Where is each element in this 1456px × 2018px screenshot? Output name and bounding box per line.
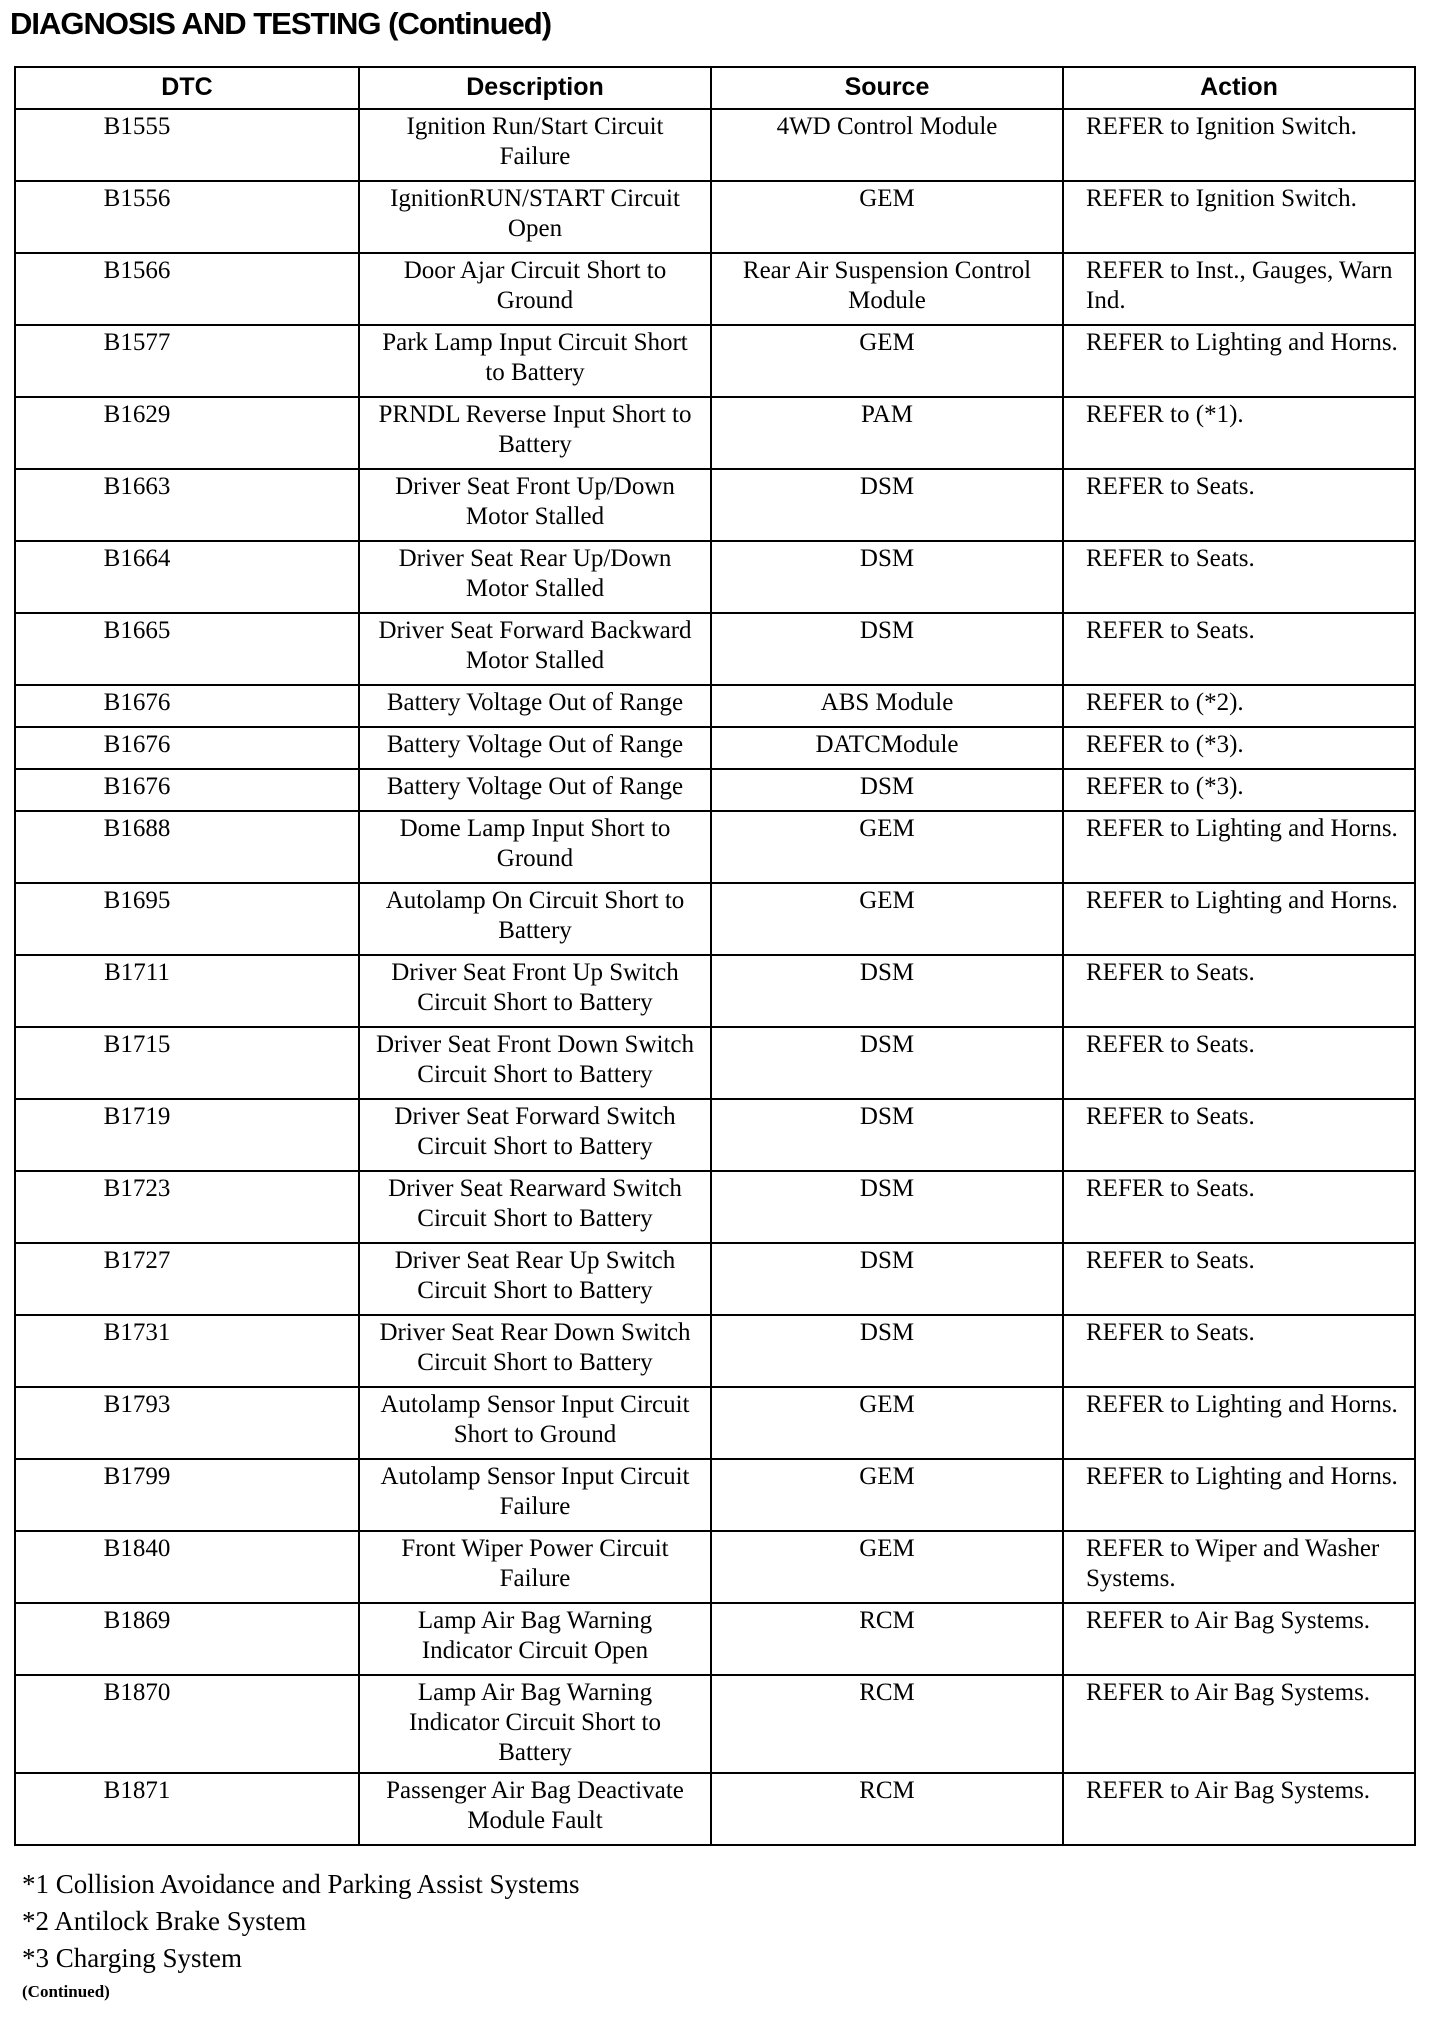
dtc-cell: B1676 xyxy=(15,769,359,811)
source-cell: 4WD Control Module xyxy=(711,109,1063,181)
source-cell: GEM xyxy=(711,181,1063,253)
description-cell: Door Ajar Circuit Short to Ground xyxy=(359,253,711,325)
source-cell: DSM xyxy=(711,1171,1063,1243)
dtc-cell: B1870 xyxy=(15,1675,359,1773)
table-row xyxy=(15,469,1415,541)
dtc-cell: B1871 xyxy=(15,1773,359,1845)
action-cell: REFER to Inst., Gauges, Warn Ind. xyxy=(1063,253,1415,325)
description-cell: PRNDL Reverse Input Short to Battery xyxy=(359,397,711,469)
column-header-source: Source xyxy=(711,67,1063,109)
description-cell: Ignition Run/Start Circuit Failure xyxy=(359,109,711,181)
source-cell: DSM xyxy=(711,613,1063,685)
dtc-cell: B1555 xyxy=(15,109,359,181)
table-row xyxy=(15,541,1415,613)
continued-label: (Continued) xyxy=(22,1982,110,2001)
table-row xyxy=(15,685,1415,727)
description-cell: Battery Voltage Out of Range xyxy=(359,685,711,727)
description-cell: Autolamp Sensor Input Circuit Short to Ground xyxy=(359,1387,711,1459)
description-cell: Battery Voltage Out of Range xyxy=(359,727,711,769)
description-cell: Driver Seat Front Up Switch Circuit Short to Battery xyxy=(359,955,711,1027)
source-cell: GEM xyxy=(711,883,1063,955)
table-row xyxy=(15,1773,1415,1845)
dtc-cell: B1664 xyxy=(15,541,359,613)
footnote-1: *1 Collision Avoidance and Parking Assist Systems xyxy=(22,1869,580,1899)
action-cell: REFER to (*3). xyxy=(1063,727,1415,769)
description-cell: Autolamp Sensor Input Circuit Failure xyxy=(359,1459,711,1531)
action-cell: REFER to Seats. xyxy=(1063,613,1415,685)
dtc-cell: B1715 xyxy=(15,1027,359,1099)
source-cell: RCM xyxy=(711,1603,1063,1675)
description-cell: Autolamp On Circuit Short to Battery xyxy=(359,883,711,955)
dtc-cell: B1556 xyxy=(15,181,359,253)
column-header-action: Action xyxy=(1063,67,1415,109)
dtc-cell: B1676 xyxy=(15,685,359,727)
description-cell: Battery Voltage Out of Range xyxy=(359,769,711,811)
table-row xyxy=(15,811,1415,883)
table-row xyxy=(15,727,1415,769)
dtc-cell: B1727 xyxy=(15,1243,359,1315)
table-row xyxy=(15,883,1415,955)
action-cell: REFER to (*2). xyxy=(1063,685,1415,727)
table-row xyxy=(15,1675,1415,1773)
table-row xyxy=(15,1387,1415,1459)
table-row xyxy=(15,181,1415,253)
dtc-cell: B1793 xyxy=(15,1387,359,1459)
description-cell: Driver Seat Rear Up/Down Motor Stalled xyxy=(359,541,711,613)
action-cell: REFER to Ignition Switch. xyxy=(1063,181,1415,253)
dtc-cell: B1719 xyxy=(15,1099,359,1171)
source-cell: GEM xyxy=(711,1387,1063,1459)
dtc-cell: B1799 xyxy=(15,1459,359,1531)
dtc-cell: B1566 xyxy=(15,253,359,325)
column-header-dtc: DTC xyxy=(15,67,359,109)
description-cell: IgnitionRUN/START Circuit Open xyxy=(359,181,711,253)
table-body xyxy=(15,109,1415,1845)
dtc-cell: B1840 xyxy=(15,1531,359,1603)
source-cell: DSM xyxy=(711,1099,1063,1171)
source-cell: RCM xyxy=(711,1773,1063,1845)
description-cell: Driver Seat Rear Up Switch Circuit Short to Battery xyxy=(359,1243,711,1315)
description-cell: Passenger Air Bag Deactivate Module Fault xyxy=(359,1773,711,1845)
action-cell: REFER to Lighting and Horns. xyxy=(1063,811,1415,883)
description-cell: Driver Seat Front Up/Down Motor Stalled xyxy=(359,469,711,541)
source-cell: GEM xyxy=(711,811,1063,883)
dtc-cell: B1629 xyxy=(15,397,359,469)
source-cell: DSM xyxy=(711,1315,1063,1387)
table-row xyxy=(15,955,1415,1027)
description-cell: Driver Seat Forward Switch Circuit Short to Battery xyxy=(359,1099,711,1171)
action-cell: REFER to Wiper and Washer Systems. xyxy=(1063,1531,1415,1603)
table-row xyxy=(15,1531,1415,1603)
source-cell: ABS Module xyxy=(711,685,1063,727)
footnote-3: *3 Charging System xyxy=(22,1943,243,1973)
source-cell: GEM xyxy=(711,1459,1063,1531)
source-cell: Rear Air Suspension Control Module xyxy=(711,253,1063,325)
source-cell: DATCModule xyxy=(711,727,1063,769)
action-cell: REFER to Air Bag Systems. xyxy=(1063,1675,1415,1773)
table-row xyxy=(15,397,1415,469)
table-row xyxy=(15,1315,1415,1387)
action-cell: REFER to Air Bag Systems. xyxy=(1063,1773,1415,1845)
source-cell: DSM xyxy=(711,1027,1063,1099)
dtc-table xyxy=(14,66,1416,1846)
action-cell: REFER to Seats. xyxy=(1063,1315,1415,1387)
action-cell: REFER to Ignition Switch. xyxy=(1063,109,1415,181)
dtc-cell: B1695 xyxy=(15,883,359,955)
description-cell: Dome Lamp Input Short to Ground xyxy=(359,811,711,883)
page-title: DIAGNOSIS AND TESTING (Continued) xyxy=(10,6,552,41)
table-row xyxy=(15,253,1415,325)
table-row xyxy=(15,1459,1415,1531)
table-row xyxy=(15,1603,1415,1675)
description-cell: Lamp Air Bag Warning Indicator Circuit Short to Battery xyxy=(359,1675,711,1773)
action-cell: REFER to Lighting and Horns. xyxy=(1063,1459,1415,1531)
table-row xyxy=(15,1243,1415,1315)
dtc-cell: B1663 xyxy=(15,469,359,541)
column-header-description: Description xyxy=(359,67,711,109)
dtc-cell: B1711 xyxy=(15,955,359,1027)
source-cell: PAM xyxy=(711,397,1063,469)
action-cell: REFER to (*3). xyxy=(1063,769,1415,811)
footnote-2: *2 Antilock Brake System xyxy=(22,1906,307,1936)
action-cell: REFER to Air Bag Systems. xyxy=(1063,1603,1415,1675)
action-cell: REFER to Seats. xyxy=(1063,1243,1415,1315)
table-row xyxy=(15,1171,1415,1243)
table-row xyxy=(15,1027,1415,1099)
source-cell: DSM xyxy=(711,955,1063,1027)
dtc-cell: B1688 xyxy=(15,811,359,883)
source-cell: DSM xyxy=(711,469,1063,541)
dtc-cell: B1869 xyxy=(15,1603,359,1675)
source-cell: RCM xyxy=(711,1675,1063,1773)
dtc-cell: B1731 xyxy=(15,1315,359,1387)
table-row xyxy=(15,109,1415,181)
table-row xyxy=(15,1099,1415,1171)
action-cell: REFER to Lighting and Horns. xyxy=(1063,325,1415,397)
source-cell: DSM xyxy=(711,1243,1063,1315)
source-cell: DSM xyxy=(711,769,1063,811)
description-cell: Park Lamp Input Circuit Short to Battery xyxy=(359,325,711,397)
action-cell: REFER to (*1). xyxy=(1063,397,1415,469)
dtc-cell: B1577 xyxy=(15,325,359,397)
table-header-row xyxy=(15,67,1415,109)
description-cell: Lamp Air Bag Warning Indicator Circuit Open xyxy=(359,1603,711,1675)
action-cell: REFER to Lighting and Horns. xyxy=(1063,1387,1415,1459)
source-cell: GEM xyxy=(711,325,1063,397)
action-cell: REFER to Seats. xyxy=(1063,541,1415,613)
description-cell: Driver Seat Forward Backward Motor Stalled xyxy=(359,613,711,685)
action-cell: REFER to Seats. xyxy=(1063,469,1415,541)
table-row xyxy=(15,325,1415,397)
source-cell: GEM xyxy=(711,1531,1063,1603)
action-cell: REFER to Seats. xyxy=(1063,1099,1415,1171)
footnotes xyxy=(22,1866,580,1977)
dtc-cell: B1676 xyxy=(15,727,359,769)
action-cell: REFER to Seats. xyxy=(1063,1171,1415,1243)
dtc-cell: B1665 xyxy=(15,613,359,685)
description-cell: Front Wiper Power Circuit Failure xyxy=(359,1531,711,1603)
source-cell: DSM xyxy=(711,541,1063,613)
table-row xyxy=(15,613,1415,685)
action-cell: REFER to Seats. xyxy=(1063,955,1415,1027)
description-cell: Driver Seat Rear Down Switch Circuit Short to Battery xyxy=(359,1315,711,1387)
table-row xyxy=(15,769,1415,811)
description-cell: Driver Seat Front Down Switch Circuit Short to Battery xyxy=(359,1027,711,1099)
action-cell: REFER to Seats. xyxy=(1063,1027,1415,1099)
action-cell: REFER to Lighting and Horns. xyxy=(1063,883,1415,955)
description-cell: Driver Seat Rearward Switch Circuit Short to Battery xyxy=(359,1171,711,1243)
dtc-cell: B1723 xyxy=(15,1171,359,1243)
